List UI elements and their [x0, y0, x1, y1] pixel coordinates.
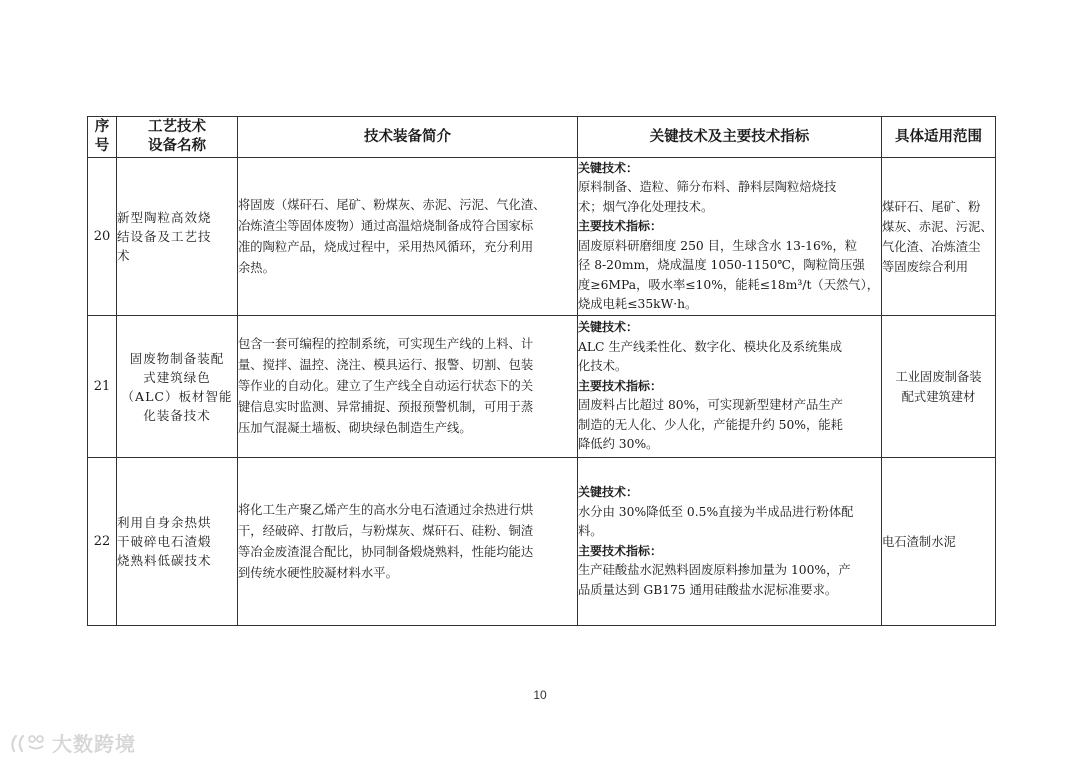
- header-key-tech: 关键技术及主要技术指标: [578, 117, 882, 158]
- watermark-logo-icon: [8, 731, 48, 755]
- text-line: 包含一套可编程的控制系统，可实现生产线的上料、计: [238, 337, 534, 351]
- key-tech-label: 关键技术：: [578, 160, 639, 175]
- technology-table: [87, 116, 996, 626]
- key-tech-label: 关键技术：: [578, 320, 639, 335]
- key-tech-label: 关键技术：: [578, 485, 639, 499]
- text-line: 式建筑绿色: [143, 369, 211, 385]
- text-line: 品质量达到 GB175 通用硅酸盐水泥标准要求。: [578, 582, 838, 597]
- text-line: 将化工生产聚乙烯产生的高水分电石渣通过余热进行烘: [238, 502, 534, 517]
- text-line: 降低约 30%。: [578, 437, 659, 452]
- text-line: 等作业的自动化。建立了生产线全自动运行状态下的关: [238, 379, 534, 393]
- key-tech-cell: [578, 316, 882, 458]
- text-line: 水分由 30%降低至 0.5%直接为半成品进行粉体配: [578, 504, 854, 519]
- equipment-name: [117, 316, 238, 458]
- table-row: [88, 158, 996, 316]
- header-serial-number: [88, 117, 117, 158]
- text-line: 术: [117, 248, 131, 263]
- equipment-name: [117, 458, 238, 626]
- page-number: 10: [533, 688, 547, 702]
- equipment-name: [117, 158, 238, 316]
- text-line: 化技术。: [578, 359, 628, 374]
- table-row: [88, 316, 996, 458]
- text-line: 工业固废制备装: [895, 369, 982, 384]
- row-number: 21: [88, 316, 117, 458]
- watermark-text: 大数跨境: [52, 732, 136, 756]
- text-line: 气化渣、冶炼渣尘: [882, 239, 981, 254]
- text-line: 压加气混凝土墙板、砌块绿色制造生产线。: [238, 421, 472, 435]
- table-row: [88, 458, 996, 626]
- header-equipment-name: [117, 117, 238, 158]
- equipment-intro: [238, 158, 578, 316]
- text-line: 度≥6MPa，吸水率≤10%，能耗≤18m³/t（天然气），: [578, 277, 880, 292]
- text-line: 烧成电耗≤35kW·h。: [578, 297, 698, 311]
- text-line: （ALC）板材智能: [121, 388, 233, 404]
- text-line: 料。: [578, 524, 603, 538]
- watermark: [8, 728, 136, 757]
- text-line: 配式建筑建材: [901, 389, 976, 404]
- text-line: 径 8-20mm，烧成温度 1050-1150℃，陶粒筒压强: [578, 258, 865, 272]
- text-line: 结设备及工艺技: [117, 229, 212, 244]
- text-line: 术；烟气净化处理技术。: [578, 199, 714, 214]
- text-line: 固废物制备装配: [129, 350, 225, 366]
- text-line: 生产硅酸盐水泥熟料固废原料掺加量为 100%，产: [578, 563, 851, 577]
- row-number: 20: [88, 158, 117, 316]
- text-line: 煤矸石、尾矿、粉: [882, 199, 981, 214]
- text-line: 冶炼渣尘等固体废物）通过高温焙烧制备成符合国家标: [238, 218, 534, 233]
- text-line: 烧熟料低碳技术: [117, 553, 212, 568]
- header-line: 设备名称: [148, 138, 206, 154]
- text-line: 准的陶粒产品，烧成过程中，采用热风循环，充分利用: [238, 239, 534, 254]
- application-scope: [882, 316, 996, 458]
- tech-index-label: 主要技术指标：: [578, 219, 663, 233]
- text-line: 干，经破碎、打散后，与粉煤灰、煤矸石、硅粉、铜渣: [238, 523, 534, 538]
- text-line: 余热。: [238, 260, 275, 275]
- equipment-intro: [238, 458, 578, 626]
- text-line: 到传统水硬性胶凝材料水平。: [238, 565, 398, 580]
- text-line: 固废料占比超过 80%，可实现新型建材产品生产: [578, 398, 843, 413]
- text-line: 利用自身余热烘: [117, 515, 212, 530]
- text-line: 等冶金废渣混合配比，协同制备煅烧熟料，性能均能达: [238, 544, 534, 559]
- header-line: 号: [94, 138, 110, 154]
- equipment-intro: [238, 316, 578, 458]
- header-line: 工艺技术: [148, 119, 206, 135]
- text-line: 将固废（煤矸石、尾矿、粉煤灰、赤泥、污泥、气化渣、: [238, 197, 546, 212]
- header-scope: 具体适用范围: [882, 117, 996, 158]
- text-line: 干破碎电石渣煅: [117, 534, 212, 549]
- text-line: 化装备技术: [143, 407, 211, 423]
- application-scope: [882, 158, 996, 316]
- text-line: 原料制备、造粒、筛分布料、静料层陶粒焙烧技: [578, 180, 837, 194]
- text-line: 煤灰、赤泥、污泥、: [882, 219, 993, 234]
- text-line: 量、搅拌、温控、浇注、模具运行、报警、切割、包装: [238, 358, 534, 372]
- row-number: 22: [88, 458, 117, 626]
- tech-index-label: 主要技术指标：: [578, 378, 663, 393]
- text-line: 新型陶粒高效烧: [117, 210, 212, 225]
- text-line: ALC 生产线柔性化、数字化、模块化及系统集成: [578, 339, 843, 354]
- tech-index-label: 主要技术指标：: [578, 543, 663, 558]
- key-tech-cell: [578, 458, 882, 626]
- header-line: 序: [94, 119, 110, 135]
- text-line: 等固废综合利用: [882, 259, 969, 274]
- text-line: 固废原料研磨细度 250 目，生球含水 13-16%，粒: [578, 238, 858, 253]
- text-line: 键信息实时监测、异常捕捉、预报预警机制，可用于蒸: [238, 400, 534, 414]
- table-header-row: [88, 117, 996, 158]
- header-intro: 技术装备简介: [238, 117, 578, 158]
- application-scope: [882, 458, 996, 626]
- text-line: 制造的无人化、少人化，产能提升约 50%，能耗: [578, 417, 843, 432]
- text-line: 电石渣制水泥: [882, 534, 956, 549]
- key-tech-cell: [578, 158, 882, 316]
